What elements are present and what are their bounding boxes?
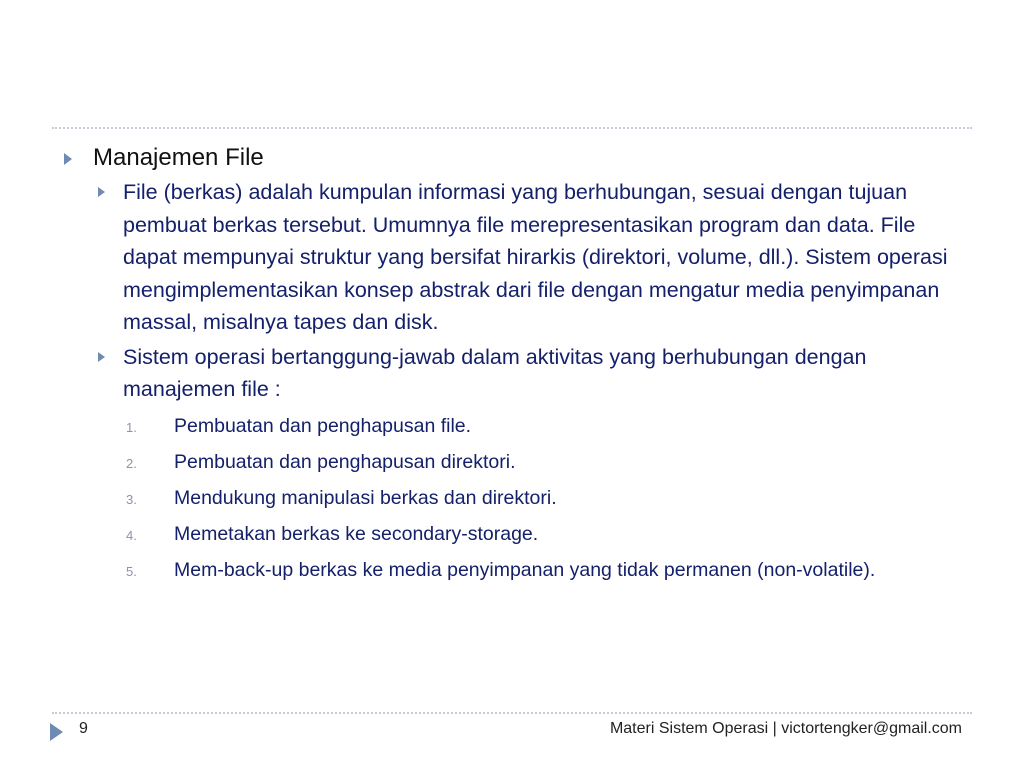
footer-arrow-icon — [50, 723, 63, 741]
list-item — [64, 341, 964, 406]
bullet-text: Sistem operasi bertanggung-jawab dalam aktivitas yang berhubungan dengan manajemen file : — [123, 344, 867, 401]
numbered-item — [64, 412, 964, 441]
heading-bullet — [64, 142, 964, 174]
numbered-list — [64, 412, 964, 585]
bullet-text: File (berkas) adalah kumpulan informasi yang berhubungan, sesuai dengan tujuan pembuat berkas tersebut. Umumnya file merepresentasikan program dan data. File dapat mempunyai struktur yang bersifat hirarkis (direktori, volume, dll.). Sistem operasi mengimplementasikan konsep abstrak dari file dengan mengatur media penyimpanan massal, misalnya tapes dan disk. — [123, 180, 948, 334]
item-text: Pembuatan dan penghapusan file. — [174, 414, 472, 437]
page-number: 9 — [79, 720, 88, 737]
slide-heading: Manajemen File — [93, 144, 264, 171]
item-text: Mem-back-up berkas ke media penyimpanan yang tidak permanen (non-volatile). — [174, 558, 876, 581]
item-text: Pembuatan dan penghapusan direktori. — [174, 450, 516, 473]
item-number: 2. — [126, 455, 137, 471]
bullet-arrow-icon — [98, 187, 105, 197]
item-number: 5. — [126, 563, 137, 579]
slide-content — [64, 142, 964, 592]
item-text: Memetakan berkas ke secondary-storage. — [174, 522, 539, 545]
bullet-list — [64, 176, 964, 406]
item-number: 4. — [126, 527, 137, 543]
bullet-arrow-icon — [98, 352, 105, 362]
bottom-divider — [52, 712, 972, 714]
numbered-item — [64, 556, 964, 585]
top-divider — [52, 127, 972, 129]
numbered-item — [64, 448, 964, 477]
list-item — [64, 176, 964, 339]
bullet-arrow-icon — [64, 153, 72, 165]
footer-text: Materi Sistem Operasi | victortengker@gmail.com — [609, 720, 962, 737]
numbered-item — [64, 520, 964, 549]
item-text: Mendukung manipulasi berkas dan direktori. — [174, 486, 557, 509]
item-number: 1. — [126, 419, 137, 435]
numbered-item — [64, 484, 964, 513]
item-number: 3. — [126, 491, 137, 507]
